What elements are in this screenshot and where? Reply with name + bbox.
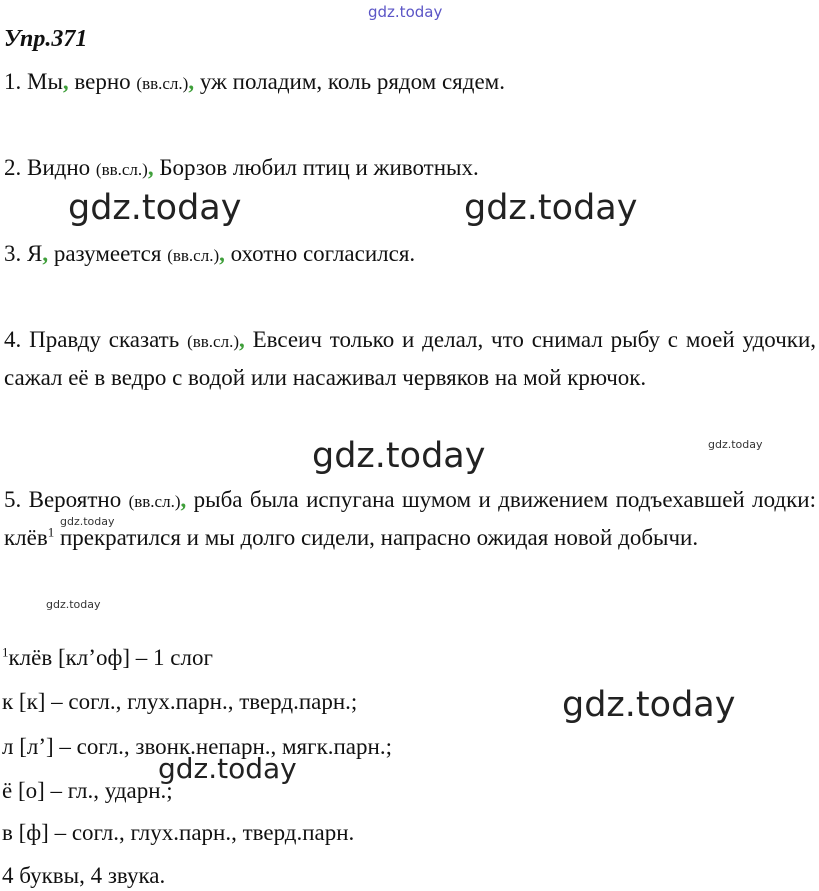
sentence-text: Правду сказать: [21, 327, 188, 352]
watermark-small: gdz.today: [46, 598, 101, 611]
inserted-comma: ,: [219, 241, 225, 266]
inserted-comma: ,: [238, 327, 245, 352]
watermark-top: gdz.today: [368, 3, 443, 21]
introductory-word-note: (вв.сл.): [128, 492, 181, 511]
footnote-marker: 1: [2, 644, 9, 660]
sentence-text: Видно: [21, 155, 96, 180]
watermark-small: gdz.today: [60, 515, 115, 528]
watermark-small: gdz.today: [708, 438, 763, 451]
exercise-heading: Упр.371: [4, 26, 88, 52]
sentence-text: охотно согласился.: [224, 241, 416, 266]
sentence-number: 4.: [4, 327, 22, 352]
footnote-line: 4 буквы, 4 звука.: [2, 863, 166, 888]
introductory-word-note: (вв.сл.): [136, 74, 189, 93]
inserted-comma: ,: [62, 69, 69, 94]
sentence-text: Евсеич только и делал, что снимал рыбу с моей удочки, сажал её в ведро с водой или насаживал червяков на мой крючок.: [4, 327, 816, 390]
footnote-line: $^1$клёв [кл’оф] – 1 слог: [2, 644, 213, 670]
watermark: gdz.today: [464, 188, 638, 228]
footnote-reference: 1: [47, 524, 55, 540]
watermark: gdz.today: [312, 436, 486, 476]
sentence-text: разумеется: [48, 241, 168, 266]
sentence-text: уж поладим, коль рядом сядем.: [194, 69, 505, 94]
footnote-line: к [к] – согл., глух.парн., тверд.парн.;: [2, 689, 358, 714]
sentence-text: Вероятно: [21, 487, 129, 512]
sentence-1: [4, 64, 816, 102]
sentence-text: Мы: [27, 69, 63, 94]
introductory-word-note: (вв.сл.): [187, 332, 239, 351]
footnote-line: л [л’] – согл., звонк.непарн., мягк.парн.;: [2, 734, 392, 759]
sentence-text: рыба была испугана шумом и движением подъехавшей лодки: клёв: [4, 487, 816, 550]
sentence-5: [4, 482, 816, 556]
sentence-number: 1.: [4, 69, 22, 94]
sentence-3: [4, 236, 816, 274]
sentence-4: [4, 322, 816, 396]
inserted-comma: ,: [42, 241, 49, 266]
introductory-word-note: (вв.сл.): [95, 160, 148, 179]
sentence-text: Я: [27, 241, 43, 266]
sentence-number: 5.: [4, 487, 22, 512]
sentence-text: Борзов любил птиц и животных.: [153, 155, 479, 180]
watermark: gdz.today: [68, 188, 242, 228]
watermark: gdz.today: [158, 752, 297, 785]
watermark: gdz.today: [562, 685, 736, 725]
inserted-comma: ,: [188, 69, 195, 94]
sentence-number: 2.: [4, 155, 22, 180]
sentence-text: верно: [68, 69, 137, 94]
inserted-comma: ,: [147, 155, 154, 180]
introductory-word-note: (вв.сл.): [167, 246, 220, 265]
sentence-2: [4, 150, 816, 188]
footnote-line: в [ф] – согл., глух.парн., тверд.парн.: [2, 820, 355, 845]
sentence-text: прекратился и мы долго сидели, напрасно ожидая новой добычи.: [54, 525, 699, 550]
inserted-comma: ,: [180, 487, 187, 512]
sentence-number: 3.: [4, 241, 22, 266]
footnote-line: ё [о] – гл., ударн.;: [2, 778, 173, 803]
